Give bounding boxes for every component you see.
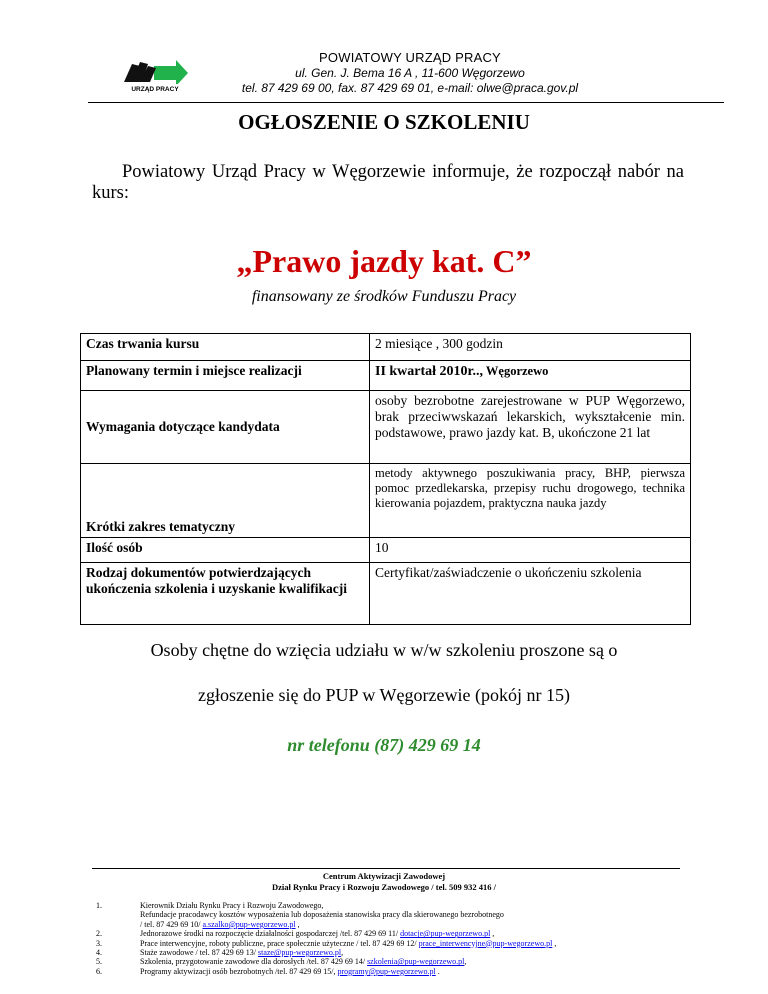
item-suffix: , (341, 948, 344, 958)
place-value: Węgorzewo (483, 364, 549, 378)
list-item (96, 957, 716, 966)
list-item (96, 910, 716, 919)
item-number: 5. (96, 957, 102, 967)
email-link[interactable]: dotacje@pup-wegorzewo.pl (400, 929, 491, 939)
row-value (370, 361, 691, 391)
course-info-table (80, 333, 691, 625)
phone-number: nr telefonu (87) 429 69 14 (287, 735, 481, 755)
email-link[interactable]: a.szalko@pup-wegorzewo.pl (202, 919, 296, 929)
list-item (96, 901, 716, 910)
logo-text: URZĄD PRACY (131, 86, 179, 93)
list-item (96, 967, 716, 976)
document-title: OGŁOSZENIE O SZKOLENIU (238, 110, 530, 134)
item-number: 2. (96, 929, 102, 939)
email-link[interactable]: programy@pup-wegorzewo.pl (337, 966, 436, 976)
org-address: ul. Gen. J. Bema 16 A , 11-600 Węgorzewo (295, 66, 525, 80)
footer-department: Dział Rynku Pracy i Rozwoju Zawodowego / tel. 509 932 416 / (272, 882, 496, 892)
item-number: 3. (96, 938, 102, 948)
footer-contact-list (96, 901, 716, 976)
item-text: Jednorazowe środki na rozpoczęcie działalności gospodarczej /tel. 87 429 69 11/ (140, 929, 401, 939)
footer-divider (92, 868, 680, 869)
email-link[interactable]: szkolenia@pup-wegorzewo.pl (367, 957, 465, 967)
item-number: 4. (96, 948, 102, 958)
table-row (81, 464, 691, 538)
apply-text-line2: zgłoszenie się do PUP w Węgorzewie (pokój nr 15) (198, 685, 570, 705)
list-item (96, 948, 716, 957)
row-label: Rodzaj dokumentów potwierdzających ukończenia szkolenia i uzyskanie kwalifikacji (81, 563, 370, 625)
row-label: Czas trwania kursu (81, 334, 370, 361)
item-text: Prace interwencyjne, roboty publiczne, prace społecznie użyteczne / tel. 87 429 69 12/ (140, 938, 419, 948)
list-item (96, 920, 716, 929)
table-row (81, 361, 691, 391)
footer-center-name: Centrum Aktywizacji Zawodowej (322, 871, 446, 881)
table-row (81, 538, 691, 563)
row-value: 10 (370, 538, 691, 563)
table-row (81, 334, 691, 361)
item-suffix: , (490, 929, 495, 939)
row-value: Certyfikat/zaświadczenie o ukończeniu szkolenia (370, 563, 691, 625)
table-row (81, 563, 691, 625)
header-divider (88, 102, 724, 103)
item-text: Programy aktywizacji osób bezrobotnych /tel. 87 429 69 15/, (140, 966, 338, 976)
item-suffix: , (552, 938, 557, 948)
email-link[interactable]: staze@pup-wegorzewo.pl (257, 948, 342, 958)
item-number: 6. (96, 966, 102, 976)
item-text: / tel. 87 429 69 10/ (140, 919, 203, 929)
pup-logo (120, 58, 190, 94)
row-label: Krótki zakres tematyczny (81, 464, 370, 538)
item-number (96, 910, 140, 919)
list-item (96, 929, 716, 938)
list-item (96, 939, 716, 948)
row-value: osoby bezrobotne zarejestrowane w PUP Węgorzewo, brak przeciwwskazań lekarskich, wykształcenie min. podstawowe, prawo jazdy kat. B, ukończone 21 lat (370, 391, 691, 464)
item-text: Staże zawodowe / tel. 87 429 69 13/ (140, 948, 258, 958)
funding-note: finansowany ze środków Funduszu Pracy (251, 288, 517, 305)
row-label: Wymagania dotyczące kandydata (81, 391, 370, 464)
course-name: „Prawo jazdy kat. C” (236, 243, 532, 279)
email-link[interactable]: prace_interwencyjne@pup-wegorzewo.pl (418, 938, 553, 948)
item-text: Kierownik Działu Rynku Pracy i Rozwoju Zawodowego, (140, 901, 324, 910)
item-text: Refundacje pracodawcy kosztów wyposażenia lub doposażenia stanowiska pracy dla skierowanego bezrobotnego (140, 910, 504, 920)
intro-paragraph: Powiatowy Urząd Pracy w Węgorzewie informuje, że rozpoczął nabór na kurs: (92, 162, 684, 203)
item-number: 1. (96, 901, 102, 910)
row-label: Ilość osób (81, 538, 370, 563)
row-value: metody aktywnego poszukiwania pracy, BHP, pierwsza pomoc przedlekarska, przepisy ruchu drogowego, technika kierowania pojazdem, praktyczna nauka jazdy (370, 464, 691, 538)
item-suffix: , (464, 957, 467, 967)
row-label: Planowany termin i miejsce realizacji (81, 361, 370, 391)
row-value: 2 miesiące , 300 godzin (370, 334, 691, 361)
item-number (96, 920, 140, 929)
table-row (81, 391, 691, 464)
org-contact: tel. 87 429 69 00, fax. 87 429 69 01, e-mail: olwe@praca.gov.pl (241, 81, 579, 95)
apply-text-line1: Osoby chętne do wzięcia udziału w w/w szkoleniu proszone są o (150, 640, 618, 660)
item-text: Szkolenia, przygotowanie zawodowe dla dorosłych /tel. 87 429 69 14/ (140, 957, 368, 967)
item-suffix: , (295, 919, 300, 929)
org-name: POWIATOWY URZĄD PRACY (319, 50, 501, 65)
term-value: II kwartał 2010r.., (375, 364, 483, 379)
item-suffix: . (435, 966, 440, 976)
